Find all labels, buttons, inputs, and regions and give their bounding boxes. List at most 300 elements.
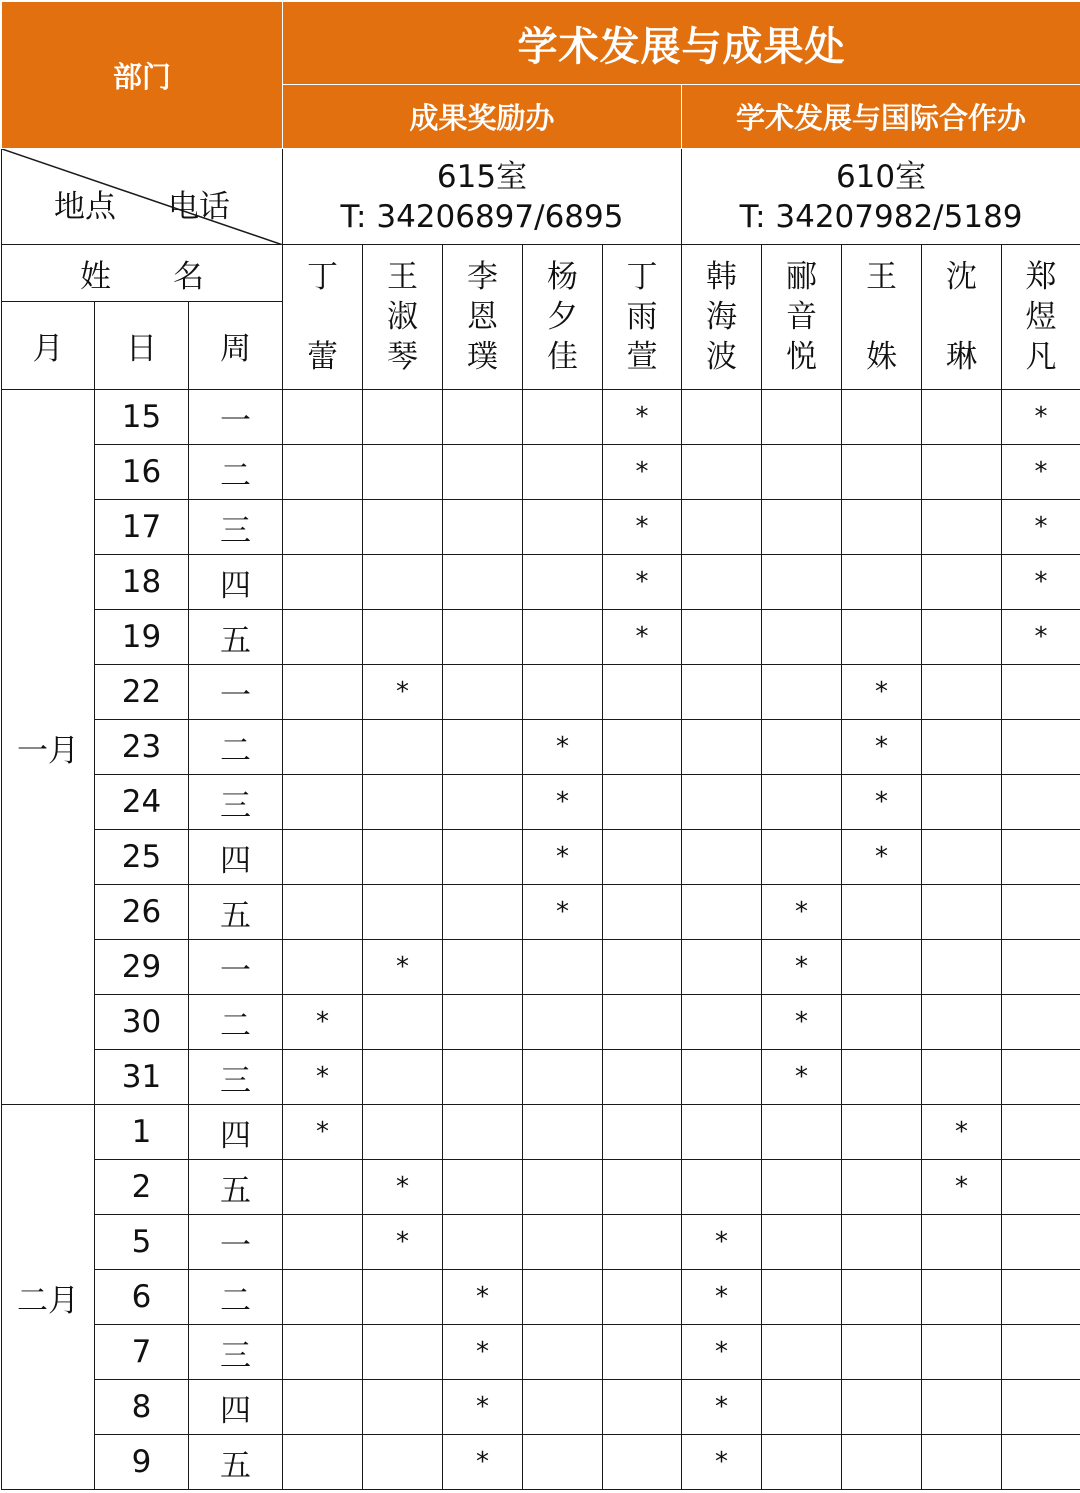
- weekday-cell: 五: [189, 1435, 283, 1490]
- duty-cell: [523, 995, 603, 1050]
- duty-cell: [603, 1050, 682, 1105]
- duty-cell: [603, 1160, 682, 1215]
- duty-cell: [283, 830, 363, 885]
- duty-cell: [682, 830, 762, 885]
- day-cell: 25: [95, 830, 189, 885]
- duty-cell: [523, 1435, 603, 1490]
- duty-cell: [363, 1380, 443, 1435]
- duty-cell: [762, 1160, 842, 1215]
- duty-cell: [283, 1380, 363, 1435]
- duty-cell: [922, 610, 1002, 665]
- duty-mark: *: [316, 1007, 329, 1037]
- duty-cell: [762, 1215, 842, 1270]
- duty-cell: [762, 995, 842, 1050]
- weekday-cell: 五: [189, 885, 283, 940]
- duty-cell: [922, 995, 1002, 1050]
- staff-name-char: 煜: [1025, 299, 1057, 335]
- duty-mark: *: [476, 1337, 489, 1367]
- duty-cell: [1002, 445, 1080, 500]
- staff-name: [842, 245, 922, 390]
- duty-cell: [922, 830, 1002, 885]
- duty-cell: [842, 665, 922, 720]
- duty-cell: [523, 1050, 603, 1105]
- month-cell: 一月: [2, 390, 95, 1105]
- duty-cell: [363, 1105, 443, 1160]
- duty-mark: *: [955, 1117, 968, 1147]
- duty-mark: *: [635, 622, 649, 652]
- weekday-cell: 四: [189, 830, 283, 885]
- duty-cell: [443, 1435, 523, 1490]
- duty-cell: [523, 1270, 603, 1325]
- staff-name-char: 丁: [307, 259, 338, 295]
- duty-cell: [922, 1050, 1002, 1105]
- schedule-row: [2, 1050, 1080, 1105]
- schedule-row: [2, 1105, 1080, 1160]
- staff-name-char: 海: [706, 299, 737, 335]
- duty-cell: [1002, 500, 1080, 555]
- duty-mark: *: [556, 787, 569, 817]
- staff-name: [363, 245, 443, 390]
- duty-cell: [443, 1325, 523, 1380]
- duty-cell: [922, 500, 1002, 555]
- staff-name-char: 雨: [626, 299, 658, 335]
- schedule-row: [2, 390, 1080, 445]
- staff-name-char: 音: [786, 299, 817, 335]
- duty-mark: *: [635, 457, 649, 487]
- duty-cell: [842, 885, 922, 940]
- staff-name-char: 杨: [547, 259, 578, 295]
- duty-cell: [1002, 830, 1080, 885]
- day-cell: 5: [95, 1215, 189, 1270]
- schedule-row: [2, 1215, 1080, 1270]
- duty-cell: [363, 885, 443, 940]
- duty-cell: [523, 445, 603, 500]
- weekday-cell: 二: [189, 720, 283, 775]
- duty-cell: [762, 885, 842, 940]
- schedule-row: [2, 775, 1080, 830]
- staff-name: [603, 245, 682, 390]
- schedule-row: [2, 610, 1080, 665]
- duty-cell: [762, 720, 842, 775]
- duty-mark: *: [1034, 402, 1048, 432]
- duty-cell: [922, 1435, 1002, 1490]
- duty-cell: [682, 1160, 762, 1215]
- staff-name-char: 王: [387, 259, 418, 295]
- duty-mark: *: [476, 1447, 489, 1477]
- duty-cell: [363, 665, 443, 720]
- duty-cell: [443, 775, 523, 830]
- duty-cell: [363, 390, 443, 445]
- duty-cell: [682, 940, 762, 995]
- duty-cell: [1002, 665, 1080, 720]
- day-label: 日: [95, 302, 189, 390]
- duty-cell: [443, 445, 523, 500]
- duty-cell: [283, 1270, 363, 1325]
- staff-name-char: 佳: [547, 339, 578, 375]
- weekday-cell: 三: [189, 1325, 283, 1380]
- day-cell: 16: [95, 445, 189, 500]
- duty-cell: [363, 1160, 443, 1215]
- duty-cell: [523, 940, 603, 995]
- duty-cell: [443, 665, 523, 720]
- duty-mark: *: [635, 512, 649, 542]
- duty-cell: [283, 445, 363, 500]
- staff-name-char: 淑: [387, 299, 418, 335]
- duty-cell: [283, 1435, 363, 1490]
- duty-cell: [682, 1050, 762, 1105]
- duty-cell: [363, 775, 443, 830]
- day-cell: 22: [95, 665, 189, 720]
- staff-name-char: 恩: [467, 299, 498, 335]
- duty-cell: [762, 500, 842, 555]
- duty-cell: [1002, 995, 1080, 1050]
- day-cell: 15: [95, 390, 189, 445]
- month-cell: 二月: [2, 1105, 95, 1490]
- duty-cell: [682, 1435, 762, 1490]
- duty-cell: [603, 1270, 682, 1325]
- weekday-cell: 五: [189, 610, 283, 665]
- weekday-cell: 四: [189, 555, 283, 610]
- office-phone: T: 34207982/5189: [739, 198, 1023, 235]
- schedule-row: [2, 1160, 1080, 1215]
- duty-cell: [603, 1215, 682, 1270]
- duty-cell: [523, 555, 603, 610]
- staff-name-char: [283, 297, 362, 337]
- duty-cell: [363, 1325, 443, 1380]
- day-cell: 1: [95, 1105, 189, 1160]
- schedule-row: [2, 720, 1080, 775]
- duty-cell: [1002, 720, 1080, 775]
- duty-cell: [1002, 940, 1080, 995]
- duty-cell: [363, 610, 443, 665]
- duty-cell: [1002, 390, 1080, 445]
- duty-cell: [762, 1050, 842, 1105]
- duty-cell: [1002, 1105, 1080, 1160]
- duty-cell: [363, 1050, 443, 1105]
- duty-cell: [762, 940, 842, 995]
- day-cell: 2: [95, 1160, 189, 1215]
- weekday-cell: 二: [189, 445, 283, 500]
- duty-cell: [682, 1270, 762, 1325]
- duty-mark: *: [316, 1062, 329, 1092]
- duty-mark: *: [396, 1172, 409, 1202]
- duty-cell: [523, 500, 603, 555]
- duty-cell: [682, 1215, 762, 1270]
- duty-cell: [283, 665, 363, 720]
- duty-cell: [682, 775, 762, 830]
- duty-cell: [523, 1380, 603, 1435]
- duty-mark: *: [476, 1282, 489, 1312]
- day-cell: 6: [95, 1270, 189, 1325]
- duty-cell: [363, 445, 443, 500]
- duty-cell: [842, 390, 922, 445]
- duty-cell: [283, 610, 363, 665]
- staff-name-char: 郦: [786, 259, 817, 295]
- day-cell: 23: [95, 720, 189, 775]
- staff-name-char: 悦: [786, 339, 817, 375]
- duty-cell: [603, 995, 682, 1050]
- duty-cell: [283, 390, 363, 445]
- duty-mark: *: [1034, 457, 1048, 487]
- duty-cell: [283, 775, 363, 830]
- duty-cell: [922, 775, 1002, 830]
- duty-cell: [922, 1160, 1002, 1215]
- duty-cell: [682, 1105, 762, 1160]
- schedule-row: [2, 885, 1080, 940]
- duty-mark: *: [316, 1117, 329, 1147]
- duty-cell: [363, 1270, 443, 1325]
- duty-cell: [523, 1105, 603, 1160]
- duty-cell: [922, 940, 1002, 995]
- duty-cell: [523, 665, 603, 720]
- phone-label: 电话: [168, 189, 230, 225]
- weekday-cell: 二: [189, 995, 283, 1050]
- duty-cell: [842, 1435, 922, 1490]
- duty-cell: [762, 445, 842, 500]
- day-cell: 19: [95, 610, 189, 665]
- duty-mark: *: [556, 842, 569, 872]
- duty-mark: *: [715, 1392, 728, 1422]
- duty-cell: [1002, 885, 1080, 940]
- duty-cell: [842, 555, 922, 610]
- duty-mark: *: [715, 1227, 728, 1257]
- duty-cell: [443, 390, 523, 445]
- duty-cell: [283, 1325, 363, 1380]
- duty-cell: [603, 830, 682, 885]
- duty-cell: [443, 1215, 523, 1270]
- day-cell: 17: [95, 500, 189, 555]
- day-cell: 8: [95, 1380, 189, 1435]
- day-cell: 18: [95, 555, 189, 610]
- staff-name-char: 萱: [626, 339, 658, 375]
- weekday-cell: 三: [189, 500, 283, 555]
- staff-name-char: 琴: [387, 339, 418, 375]
- duty-cell: [842, 1270, 922, 1325]
- schedule-row: [2, 830, 1080, 885]
- duty-cell: [762, 1105, 842, 1160]
- duty-cell: [762, 1270, 842, 1325]
- weekday-cell: 一: [189, 1215, 283, 1270]
- duty-cell: [922, 1380, 1002, 1435]
- duty-cell: [443, 830, 523, 885]
- duty-cell: [842, 1050, 922, 1105]
- schedule-row: [2, 1325, 1080, 1380]
- duty-cell: [842, 720, 922, 775]
- duty-cell: [603, 940, 682, 995]
- duty-cell: [682, 720, 762, 775]
- duty-cell: [443, 1270, 523, 1325]
- duty-cell: [523, 720, 603, 775]
- duty-cell: [523, 1325, 603, 1380]
- duty-cell: [842, 445, 922, 500]
- duty-mark: *: [795, 897, 808, 927]
- duty-cell: [682, 445, 762, 500]
- duty-mark: *: [875, 787, 888, 817]
- duty-cell: [682, 885, 762, 940]
- duty-mark: *: [396, 1227, 409, 1257]
- duty-mark: *: [955, 1172, 968, 1202]
- month-label: 月: [2, 302, 95, 390]
- duty-cell: [922, 665, 1002, 720]
- duty-cell: [1002, 610, 1080, 665]
- duty-cell: [762, 665, 842, 720]
- duty-cell: [682, 1325, 762, 1380]
- duty-cell: [443, 1160, 523, 1215]
- duty-cell: [682, 390, 762, 445]
- duty-cell: [842, 1325, 922, 1380]
- day-cell: 26: [95, 885, 189, 940]
- duty-cell: [363, 1215, 443, 1270]
- name-label: 姓 名: [2, 245, 283, 302]
- duty-cell: [283, 500, 363, 555]
- duty-cell: [283, 885, 363, 940]
- weekday-cell: 一: [189, 940, 283, 995]
- duty-mark: *: [396, 677, 409, 707]
- duty-cell: [603, 610, 682, 665]
- duty-cell: [443, 720, 523, 775]
- duty-cell: [603, 720, 682, 775]
- staff-name: [283, 245, 363, 390]
- division-title: 学术发展与成果处: [283, 2, 1080, 85]
- staff-name-char: 李: [467, 259, 498, 295]
- duty-mark: *: [1034, 622, 1048, 652]
- duty-cell: [523, 775, 603, 830]
- duty-cell: [443, 610, 523, 665]
- schedule-row: [2, 940, 1080, 995]
- staff-name-char: 璞: [467, 339, 498, 375]
- staff-name: [443, 245, 523, 390]
- schedule-row: [2, 445, 1080, 500]
- duty-cell: [283, 1160, 363, 1215]
- day-cell: 7: [95, 1325, 189, 1380]
- duty-cell: [1002, 555, 1080, 610]
- staff-name-char: 韩: [706, 259, 737, 295]
- day-cell: 9: [95, 1435, 189, 1490]
- staff-name: [762, 245, 842, 390]
- duty-mark: *: [715, 1337, 728, 1367]
- duty-cell: [363, 995, 443, 1050]
- duty-cell: [842, 610, 922, 665]
- duty-cell: [443, 940, 523, 995]
- weekday-cell: 三: [189, 1050, 283, 1105]
- schedule-row: [2, 555, 1080, 610]
- duty-cell: [1002, 1050, 1080, 1105]
- office-name-international: 学术发展与国际合作办: [682, 85, 1080, 149]
- duty-mark: *: [795, 1007, 808, 1037]
- duty-cell: [682, 555, 762, 610]
- duty-cell: [842, 500, 922, 555]
- duty-cell: [762, 1325, 842, 1380]
- duty-mark: *: [556, 732, 569, 762]
- weekday-cell: 五: [189, 1160, 283, 1215]
- duty-cell: [762, 555, 842, 610]
- duty-cell: [523, 390, 603, 445]
- duty-cell: [922, 1270, 1002, 1325]
- duty-cell: [842, 830, 922, 885]
- duty-cell: [922, 1325, 1002, 1380]
- duty-mark: *: [795, 952, 808, 982]
- weekday-cell: 一: [189, 390, 283, 445]
- duty-cell: [443, 1380, 523, 1435]
- duty-mark: *: [875, 677, 888, 707]
- duty-cell: [363, 720, 443, 775]
- duty-cell: [603, 665, 682, 720]
- schedule-row: [2, 665, 1080, 720]
- duty-cell: [603, 555, 682, 610]
- duty-mark: *: [715, 1282, 728, 1312]
- duty-cell: [922, 720, 1002, 775]
- duty-mark: *: [715, 1447, 728, 1477]
- staff-name-char: 夕: [547, 299, 578, 335]
- duty-cell: [523, 885, 603, 940]
- staff-name-char: 郑: [1025, 259, 1057, 295]
- duty-cell: [603, 775, 682, 830]
- schedule-row: [2, 995, 1080, 1050]
- duty-cell: [603, 1105, 682, 1160]
- duty-cell: [523, 830, 603, 885]
- staff-name: [1002, 245, 1080, 390]
- office-room: 610室: [835, 158, 927, 195]
- duty-cell: [283, 555, 363, 610]
- duty-cell: [842, 1380, 922, 1435]
- duty-cell: [682, 500, 762, 555]
- staff-name-char: 琳: [946, 339, 977, 375]
- duty-cell: [762, 775, 842, 830]
- duty-cell: [842, 775, 922, 830]
- duty-cell: [443, 885, 523, 940]
- duty-cell: [283, 720, 363, 775]
- weekday-cell: 二: [189, 1270, 283, 1325]
- schedule-row: [2, 500, 1080, 555]
- staff-name-char: 丁: [626, 259, 658, 295]
- duty-cell: [363, 940, 443, 995]
- duty-cell: [443, 555, 523, 610]
- duty-cell: [762, 830, 842, 885]
- staff-name-char: 蕾: [307, 339, 338, 375]
- duty-cell: [762, 1380, 842, 1435]
- duty-cell: [603, 1380, 682, 1435]
- duty-mark: *: [1034, 567, 1048, 597]
- duty-cell: [603, 390, 682, 445]
- staff-name-char: 波: [706, 339, 737, 375]
- schedule-row: [2, 1270, 1080, 1325]
- duty-cell: [283, 1105, 363, 1160]
- duty-cell: [523, 1215, 603, 1270]
- duty-cell: [922, 390, 1002, 445]
- duty-cell: [922, 445, 1002, 500]
- duty-mark: *: [635, 567, 649, 597]
- office-contact-achievement: [283, 149, 682, 245]
- staff-name: [523, 245, 603, 390]
- duty-cell: [682, 610, 762, 665]
- duty-mark: *: [875, 732, 888, 762]
- duty-cell: [523, 610, 603, 665]
- duty-mark: *: [875, 842, 888, 872]
- duty-cell: [842, 1160, 922, 1215]
- duty-cell: [762, 610, 842, 665]
- duty-cell: [443, 1105, 523, 1160]
- duty-cell: [603, 500, 682, 555]
- duty-mark: *: [556, 897, 569, 927]
- duty-cell: [1002, 1325, 1080, 1380]
- duty-cell: [922, 555, 1002, 610]
- duty-cell: [842, 1105, 922, 1160]
- weekday-cell: 一: [189, 665, 283, 720]
- duty-cell: [1002, 775, 1080, 830]
- diagonal-divider: [2, 149, 283, 245]
- weekday-cell: 三: [189, 775, 283, 830]
- schedule-grid: [1, 1, 1080, 1490]
